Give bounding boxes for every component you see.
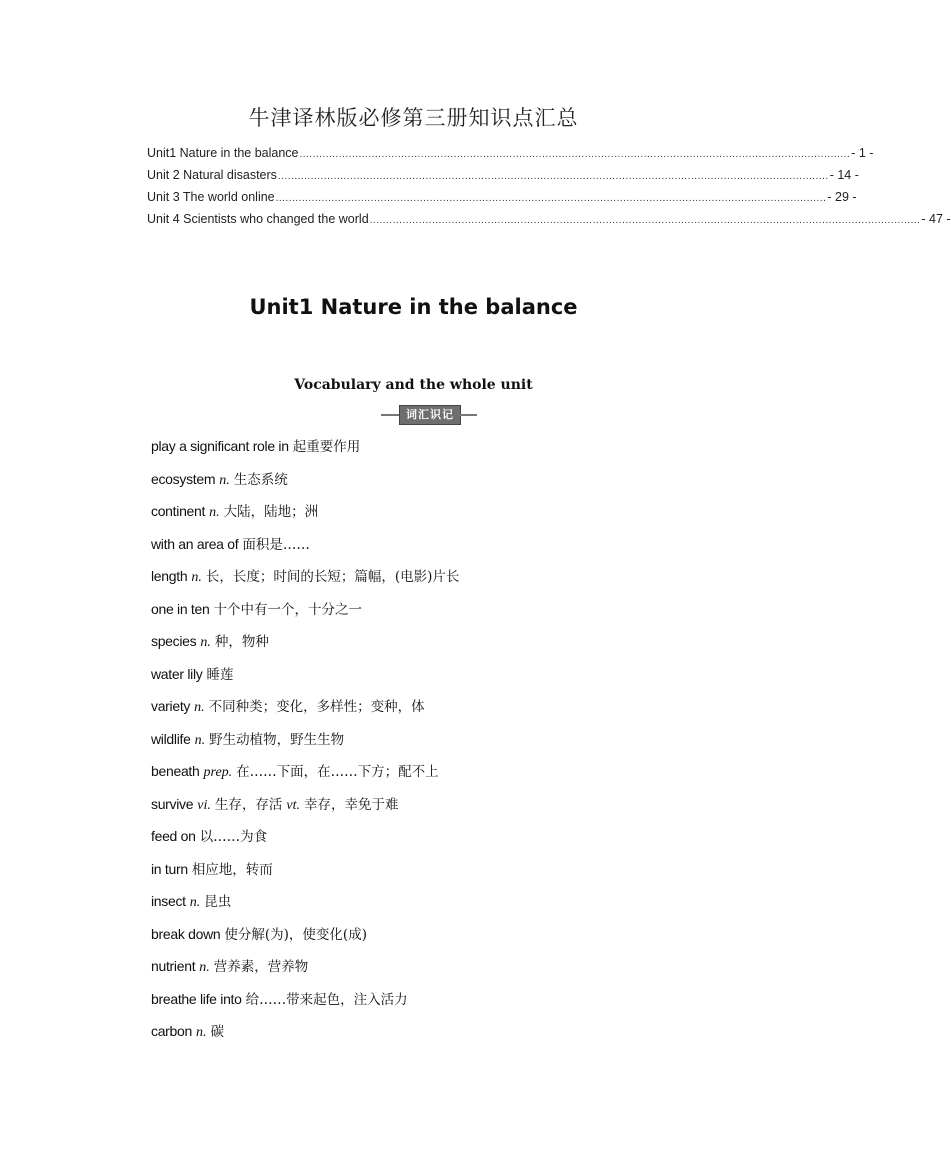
vocabulary-item (151, 1018, 771, 1051)
section-heading: Vocabulary and the whole unit (294, 377, 533, 393)
vocabulary-item (151, 661, 771, 694)
part-of-speech: vi. (197, 797, 211, 813)
vocabulary-term: play a significant role in (151, 438, 289, 454)
vocabulary-term: in turn (151, 860, 188, 877)
vocabulary-term: breathe life into (151, 990, 242, 1007)
badge-label: 词汇识记 (399, 405, 461, 425)
definition: 不同种类；变化，多样性；变种，体 (208, 699, 425, 715)
definition: 起重要作用 (292, 439, 361, 455)
document-title: 牛津译林版必修第三册知识点汇总 (248, 106, 579, 130)
vocabulary-item (151, 986, 771, 1019)
definition: 在……下面，在……下方；配不上 (236, 764, 439, 780)
vocabulary-item (151, 563, 771, 596)
toc-entry-label: Unit 4 Scientists who changed the world (147, 212, 369, 226)
vocabulary-item (151, 856, 771, 889)
vocabulary-term: beneath (151, 763, 200, 779)
definition: 大陆，陆地；洲 (223, 504, 319, 520)
definition: 以……为食 (199, 829, 268, 845)
badge-left-rule (381, 414, 399, 416)
toc-page-number: - 29 - (827, 190, 857, 204)
toc-entry[interactable] (147, 168, 859, 190)
toc-page-number: - 1 - (851, 146, 874, 160)
definition: 面积是…… (242, 536, 310, 553)
vocabulary-item (151, 953, 771, 986)
vocabulary-term: water lily (151, 665, 203, 682)
definition: 长，长度；时间的长短；篇幅，(电影)片长 (205, 569, 460, 585)
part-of-speech: n. (196, 1025, 207, 1040)
part-of-speech: n. (191, 570, 202, 585)
definition: 使分解(为)，使变化(成) (224, 926, 367, 943)
toc-entry-label: Unit 2 Natural disasters (147, 168, 277, 182)
vocabulary-term: variety (151, 698, 191, 714)
vocabulary-item (151, 498, 771, 531)
vocabulary-term: carbon (151, 1023, 193, 1039)
toc-entry[interactable] (147, 190, 857, 212)
part-of-speech: vt. (286, 797, 300, 813)
badge-right-rule (459, 414, 477, 416)
toc-leader-dots: ........................................................................................................................................................................ (369, 215, 921, 226)
toc-page-number: - 47 - (921, 212, 951, 226)
vocabulary-term: insect (151, 893, 186, 909)
toc-leader-dots: ........................................................................................................................................................................ (277, 171, 829, 182)
definition: 生存，存活 (214, 796, 283, 813)
vocabulary-term: wildlife (151, 730, 191, 747)
definition: 幸存，幸免于难 (303, 796, 399, 813)
definition: 种，物种 (214, 634, 269, 650)
definition: 睡莲 (206, 666, 234, 683)
vocabulary-list (151, 433, 771, 1051)
part-of-speech: n. (209, 505, 220, 520)
part-of-speech: n. (189, 895, 201, 910)
vocabulary-item (151, 758, 771, 791)
toc-page-number: - 14 - (829, 168, 859, 182)
toc-entry[interactable] (147, 212, 951, 234)
definition: 相应地，转而 (191, 861, 273, 878)
vocabulary-item (151, 433, 771, 466)
vocabulary-item (151, 693, 771, 726)
vocabulary-term: break down (151, 925, 221, 942)
toc-leader-dots: ........................................................................................................................................................................ (275, 193, 827, 204)
vocabulary-term: continent (151, 503, 206, 519)
toc-entry[interactable] (147, 146, 874, 168)
vocabulary-item (151, 628, 771, 661)
part-of-speech: prep. (203, 765, 233, 780)
definition: 给……带来起色，注入活力 (245, 991, 408, 1008)
vocabulary-term: one in ten (151, 600, 210, 617)
vocabulary-item (151, 888, 771, 921)
vocabulary-item (151, 921, 771, 954)
part-of-speech: n. (194, 732, 206, 748)
table-of-contents (147, 146, 951, 234)
vocabulary-item (151, 823, 771, 856)
vocabulary-item (151, 596, 771, 629)
vocabulary-badge (381, 405, 477, 425)
part-of-speech: n. (194, 700, 205, 715)
vocabulary-term: feed on (151, 828, 196, 844)
definition: 野生动植物，野生生物 (209, 731, 345, 748)
toc-leader-dots: ........................................................................................................................................................................ (299, 149, 851, 160)
vocabulary-term: nutrient (151, 958, 196, 974)
vocabulary-term: ecosystem (151, 470, 216, 487)
definition: 昆虫 (204, 894, 232, 910)
vocabulary-term: with an area of (151, 535, 239, 552)
toc-entry-label: Unit 3 The world online (147, 190, 275, 204)
definition: 十个中有一个，十分之一 (213, 601, 362, 618)
vocabulary-item (151, 531, 771, 564)
vocabulary-item (151, 466, 771, 499)
definition: 碳 (210, 1024, 225, 1040)
part-of-speech: n. (199, 960, 210, 975)
vocabulary-term: survive (151, 795, 194, 812)
part-of-speech: n. (200, 635, 211, 650)
vocabulary-item (151, 791, 771, 824)
vocabulary-term: length (151, 568, 188, 584)
part-of-speech: n. (219, 472, 230, 488)
toc-entry-label: Unit1 Nature in the balance (147, 146, 299, 160)
definition: 营养素，营养物 (213, 959, 309, 975)
vocabulary-term: species (151, 633, 197, 649)
unit-heading: Unit1 Nature in the balance (249, 295, 578, 319)
vocabulary-item (151, 726, 771, 759)
definition: 生态系统 (233, 471, 288, 488)
